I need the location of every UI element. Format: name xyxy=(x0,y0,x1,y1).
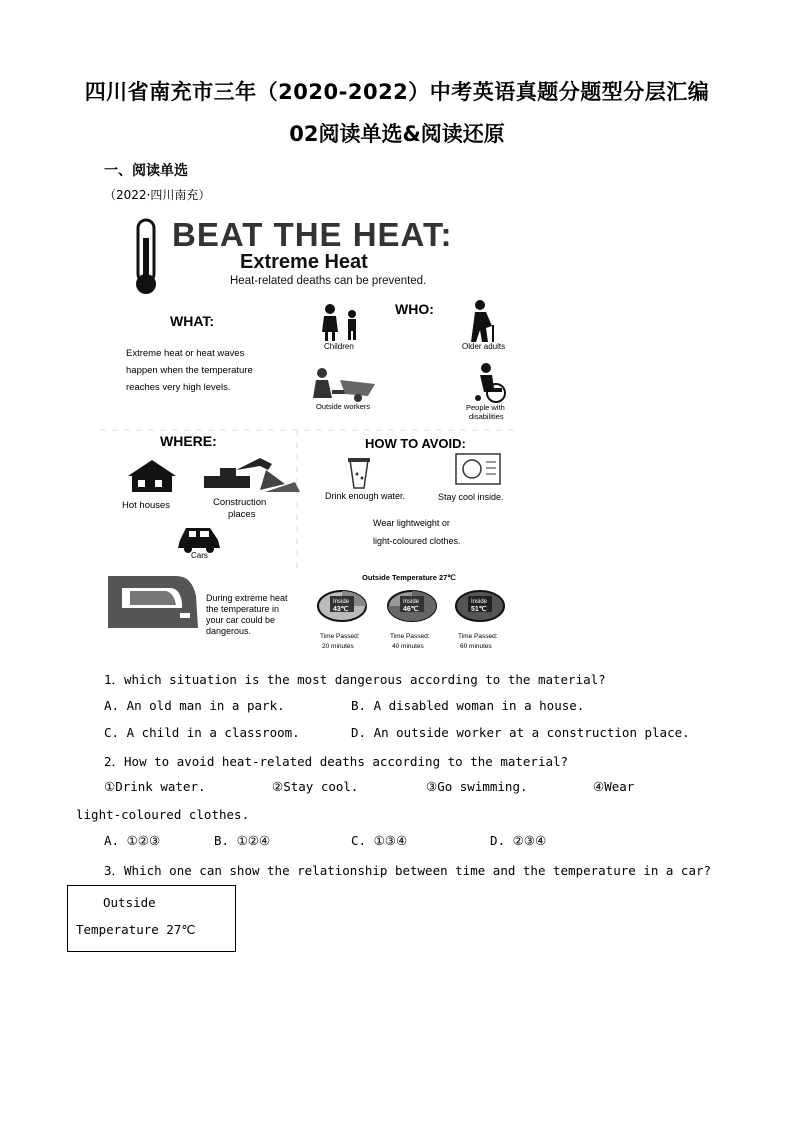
q2-item-1: ①Drink water. xyxy=(104,779,206,794)
car-side-icon xyxy=(108,576,198,628)
car-warning-2: the temperature in xyxy=(206,604,280,614)
air-conditioner-icon xyxy=(456,454,500,484)
avoid-stay-cool: Stay cool inside. xyxy=(438,492,504,502)
gauge-time-label: Time Passed: xyxy=(390,633,430,640)
who-older-adults: Older adults xyxy=(462,342,506,351)
drink-icon xyxy=(348,458,370,488)
q1-option-a: A. An old man in a park. xyxy=(104,698,285,713)
avoid-wear-2: light-coloured clothes. xyxy=(373,536,461,546)
question-number: 2． xyxy=(104,754,125,769)
section-heading: 一、阅读单选 xyxy=(104,163,188,179)
poster-tagline: Heat-related deaths can be prevented. xyxy=(230,275,427,287)
gauge-minutes: 60 minutes xyxy=(460,643,492,650)
question-3-stem xyxy=(104,861,711,879)
avoid-wear-1: Wear lightweight or xyxy=(373,518,450,528)
q2-item-3: ③Go swimming. xyxy=(426,779,528,794)
gauge-inside-label: Inside xyxy=(471,599,488,605)
q2-option-a: A. ①②③ xyxy=(104,833,161,848)
gauge-time-label: Time Passed: xyxy=(458,633,498,640)
question-1-stem xyxy=(104,670,606,688)
question-number: 1． xyxy=(104,672,125,687)
where-cars: Cars xyxy=(191,551,208,560)
q1-option-c: C. A child in a classroom. xyxy=(104,725,300,740)
q1-option-b: B. A disabled woman in a house. xyxy=(351,698,585,713)
car-warning-4: dangerous. xyxy=(206,626,252,636)
car-icon xyxy=(178,528,220,553)
document-subtitle: 02阅读单选&阅读还原 xyxy=(289,122,505,146)
gauge-40min xyxy=(388,591,436,650)
q2-option-d: D. ②③④ xyxy=(490,833,547,848)
box-line-2: Temperature 27℃ xyxy=(76,922,196,937)
outside-worker-icon xyxy=(313,368,375,402)
gauge-inside-label: Inside xyxy=(403,599,420,605)
question-2-stem xyxy=(104,752,568,770)
gauge-60min xyxy=(456,591,504,650)
outside-temperature-box xyxy=(67,885,236,952)
car-warning-3: your car could be xyxy=(206,615,276,625)
q2-item-2: ②Stay cool. xyxy=(272,779,359,794)
what-line3: reaches very high levels. xyxy=(126,382,231,393)
who-disabilities-2: disabilities xyxy=(469,412,504,421)
what-line2: happen when the temperature xyxy=(126,365,253,376)
what-line1: Extreme heat or heat waves xyxy=(126,348,245,359)
poster-headline: BEAT THE HEAT: xyxy=(172,216,453,253)
gauge-minutes: 20 minutes xyxy=(322,643,354,650)
q2-option-c: C. ①③④ xyxy=(351,833,408,848)
where-heading: WHERE: xyxy=(160,433,217,449)
gauge-temp: 51℃ xyxy=(471,606,487,613)
avoid-heading: HOW TO AVOID: xyxy=(365,436,466,451)
gauge-temp: 46℃ xyxy=(403,606,419,613)
question-text: How to avoid heat-related deaths according to the material? xyxy=(124,754,569,769)
wheelchair-icon xyxy=(475,363,505,402)
question-text: which situation is the most dangerous according to the material? xyxy=(124,672,606,687)
gauge-time-label: Time Passed: xyxy=(320,633,360,640)
children-icon xyxy=(322,304,356,341)
who-outside-workers: Outside workers xyxy=(316,402,371,411)
excavator-icon xyxy=(204,458,300,492)
document-title: 四川省南充市三年（2020-2022）中考英语真题分题型分层汇编 xyxy=(84,80,710,104)
where-hot-houses: Hot houses xyxy=(122,500,171,511)
what-heading: WHAT: xyxy=(170,313,215,329)
gauge-minutes: 40 minutes xyxy=(392,643,424,650)
car-warning-1: During extreme heat xyxy=(206,593,288,603)
q2-option-b: B. ①②④ xyxy=(214,833,271,848)
question-number: 3． xyxy=(104,863,125,878)
who-children: Children xyxy=(324,342,354,351)
thermometer-icon xyxy=(136,220,156,294)
gauge-inside-label: Inside xyxy=(333,599,350,605)
question-source: （2022·四川南充） xyxy=(104,188,211,202)
where-construction-2: places xyxy=(228,509,256,520)
gauge-20min xyxy=(318,591,366,650)
where-construction-1: Construction xyxy=(213,497,267,508)
avoid-drink: Drink enough water. xyxy=(325,491,406,501)
q2-item-4-cont: light-coloured clothes. xyxy=(76,807,250,822)
older-adult-icon xyxy=(471,300,494,342)
question-text: Which one can show the relationship between time and the temperature in a car? xyxy=(124,863,712,878)
box-line-1: Outside xyxy=(103,895,156,910)
q2-item-4: ④Wear xyxy=(593,779,635,794)
hot-house-icon xyxy=(128,460,176,492)
beat-the-heat-poster xyxy=(100,208,520,653)
who-heading: WHO: xyxy=(395,301,434,317)
q1-option-d: D. An outside worker at a construction place. xyxy=(351,725,690,740)
who-disabilities-1: People with xyxy=(466,403,505,412)
outside-temperature-label: Outside Temperature 27℃ xyxy=(362,573,456,582)
poster-subheadline: Extreme Heat xyxy=(240,251,368,273)
gauge-temp: 43℃ xyxy=(333,606,349,613)
